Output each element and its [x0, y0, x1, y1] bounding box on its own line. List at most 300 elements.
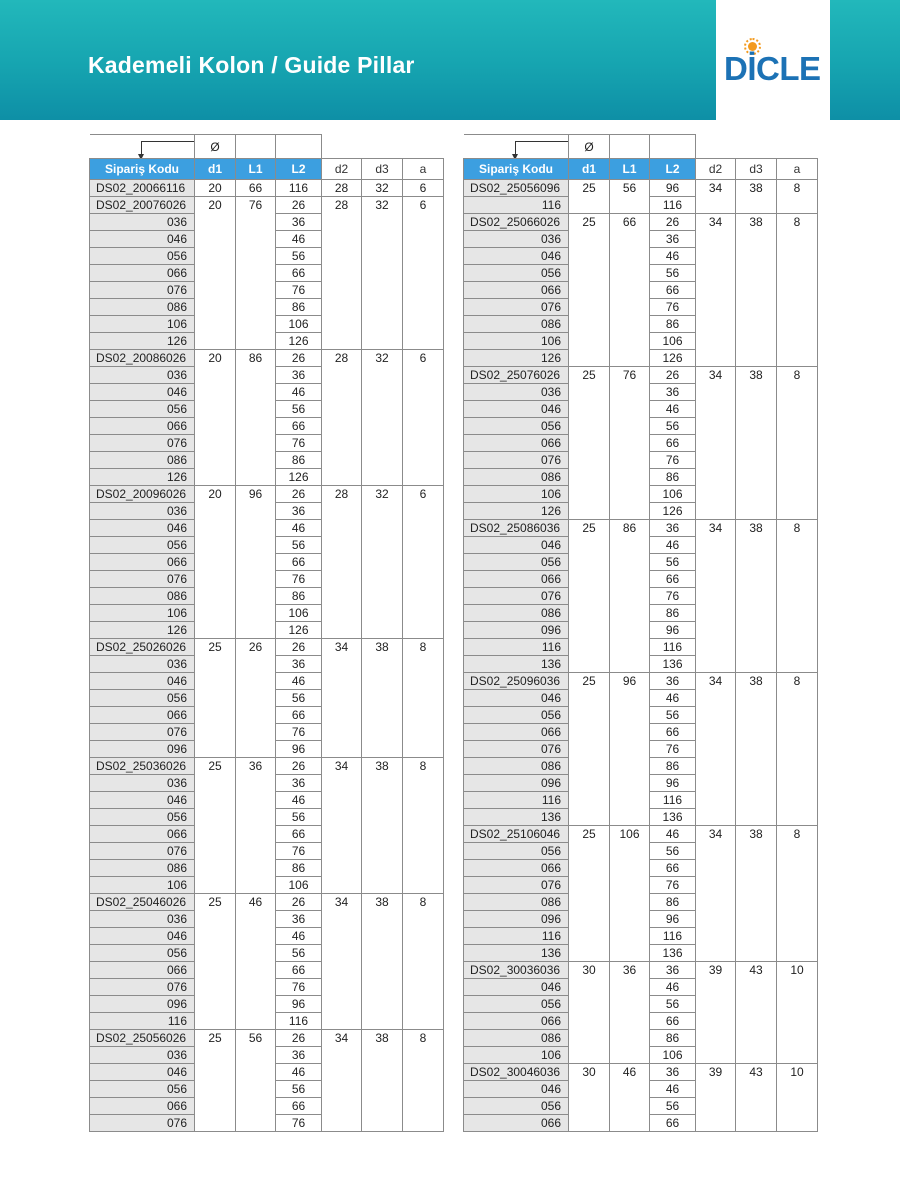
cell-l2: 106 [650, 486, 696, 503]
cell-l2: 46 [276, 231, 322, 248]
order-code-cell: 076 [90, 571, 195, 588]
order-code-cell: 046 [90, 792, 195, 809]
cell-l1: 96 [236, 486, 276, 639]
order-code-cell: 126 [90, 469, 195, 486]
cell-a: 6 [403, 350, 444, 486]
cell-d3: 32 [362, 486, 403, 639]
cell-d3: 38 [362, 639, 403, 758]
cell-l2: 46 [276, 792, 322, 809]
order-code-cell: 046 [464, 248, 569, 265]
cell-d2: 39 [696, 962, 736, 1064]
order-code-cell: 076 [90, 1115, 195, 1132]
order-code-cell: 086 [90, 860, 195, 877]
cell-d2: 34 [696, 673, 736, 826]
symbol-row [90, 135, 444, 159]
cell-l1: 36 [236, 758, 276, 894]
cell-l2: 26 [276, 486, 322, 503]
cell-d3: 43 [736, 962, 777, 1064]
cell-d1: 25 [569, 214, 610, 367]
cell-l2: 76 [276, 435, 322, 452]
order-code-cell: 046 [464, 979, 569, 996]
order-code-cell: DS02_25056096 [464, 180, 569, 197]
order-code-cell: 056 [464, 265, 569, 282]
cell-l2: 56 [650, 554, 696, 571]
table-row [90, 894, 444, 911]
cell-l1: 86 [610, 520, 650, 673]
order-code-cell: 076 [464, 588, 569, 605]
order-code-cell: 126 [464, 503, 569, 520]
table-row [90, 639, 444, 656]
cell-l2: 46 [650, 690, 696, 707]
order-code-cell: 106 [464, 1047, 569, 1064]
cell-l2: 106 [276, 877, 322, 894]
cell-l1: 96 [610, 673, 650, 826]
order-code-cell: 106 [90, 316, 195, 333]
cell-d3: 38 [362, 894, 403, 1030]
order-code-cell: 126 [464, 350, 569, 367]
order-code-cell: DS02_25096036 [464, 673, 569, 690]
cell-l2: 66 [276, 826, 322, 843]
cell-l2: 66 [650, 282, 696, 299]
empty-header-cell [322, 135, 362, 159]
order-code-cell: 056 [90, 537, 195, 554]
cell-l2: 86 [650, 316, 696, 333]
order-code-cell: 036 [90, 656, 195, 673]
cell-d2: 28 [322, 197, 362, 350]
cell-l2: 116 [276, 1013, 322, 1030]
empty-header-cell [650, 135, 696, 159]
cell-l2: 66 [650, 860, 696, 877]
cell-l2: 26 [276, 197, 322, 214]
cell-a: 8 [777, 214, 818, 367]
cell-d2: 34 [322, 639, 362, 758]
cell-l2: 56 [650, 996, 696, 1013]
cell-l2: 56 [276, 537, 322, 554]
diameter-symbol: Ø [569, 135, 610, 159]
order-code-cell: 106 [464, 486, 569, 503]
cell-l2: 76 [650, 741, 696, 758]
cell-l2: 86 [650, 469, 696, 486]
cell-l2: 46 [650, 1081, 696, 1098]
order-code-cell: 066 [90, 707, 195, 724]
cell-d1: 20 [195, 180, 236, 197]
order-code-cell: 056 [90, 1081, 195, 1098]
cell-a: 10 [777, 962, 818, 1064]
order-code-cell: 086 [464, 894, 569, 911]
order-code-cell: 086 [464, 1030, 569, 1047]
order-code-cell: 096 [464, 775, 569, 792]
cell-l2: 96 [650, 911, 696, 928]
cell-l2: 126 [276, 469, 322, 486]
cell-l2: 96 [650, 180, 696, 197]
order-code-cell: 076 [464, 741, 569, 758]
order-code-cell: DS02_20096026 [90, 486, 195, 503]
empty-header-cell [696, 135, 736, 159]
order-code-cell: 056 [464, 418, 569, 435]
table-row [464, 180, 818, 197]
order-code-cell: 076 [90, 843, 195, 860]
cell-l2: 76 [650, 299, 696, 316]
cell-d1: 25 [569, 367, 610, 520]
cell-l2: 46 [276, 520, 322, 537]
empty-header-cell [403, 135, 444, 159]
diameter-symbol: Ø [195, 135, 236, 159]
cell-l2: 36 [276, 1047, 322, 1064]
cell-a: 8 [403, 639, 444, 758]
order-code-cell: 116 [464, 928, 569, 945]
order-code-cell: 036 [90, 911, 195, 928]
cell-d2: 28 [322, 180, 362, 197]
column-header-d2: d2 [696, 159, 736, 180]
order-code-cell: 116 [464, 792, 569, 809]
cell-d1: 25 [195, 894, 236, 1030]
cell-d3: 38 [736, 367, 777, 520]
order-code-cell: 076 [90, 979, 195, 996]
order-code-cell: 066 [464, 724, 569, 741]
cell-l2: 66 [650, 1115, 696, 1132]
order-code-cell: 066 [464, 1115, 569, 1132]
cell-l2: 76 [650, 588, 696, 605]
order-code-cell: 036 [90, 214, 195, 231]
cell-d3: 32 [362, 180, 403, 197]
cell-l2: 86 [650, 605, 696, 622]
order-code-cell: 086 [464, 316, 569, 333]
empty-header-cell [236, 135, 276, 159]
order-code-cell: 036 [90, 367, 195, 384]
cell-l2: 106 [650, 1047, 696, 1064]
cell-l2: 36 [650, 673, 696, 690]
order-code-cell: 056 [90, 401, 195, 418]
page-title: Kademeli Kolon / Guide Pillar [88, 52, 415, 78]
cell-d3: 32 [362, 350, 403, 486]
order-code-cell: 126 [90, 622, 195, 639]
cell-l2: 56 [276, 248, 322, 265]
cell-l2: 36 [650, 1064, 696, 1081]
order-code-cell: 066 [90, 418, 195, 435]
cell-l2: 86 [276, 299, 322, 316]
cell-l1: 26 [236, 639, 276, 758]
cell-d3: 38 [736, 214, 777, 367]
cell-l2: 96 [276, 996, 322, 1013]
order-code-cell: 036 [464, 384, 569, 401]
cell-d1: 25 [195, 758, 236, 894]
cell-l2: 26 [650, 367, 696, 384]
cell-a: 8 [403, 894, 444, 1030]
cell-l2: 36 [650, 962, 696, 979]
table-row [90, 180, 444, 197]
cell-l2: 86 [650, 894, 696, 911]
empty-header-cell [276, 135, 322, 159]
order-code-cell: 046 [90, 231, 195, 248]
cell-l2: 96 [276, 741, 322, 758]
column-header-l1: L1 [236, 159, 276, 180]
order-code-cell: 066 [90, 962, 195, 979]
cell-a: 6 [403, 197, 444, 350]
order-code-cell: 066 [90, 1098, 195, 1115]
column-header-code: Sipariş Kodu [90, 159, 195, 180]
order-code-cell: 116 [464, 639, 569, 656]
cell-l2: 86 [650, 758, 696, 775]
cell-l2: 26 [276, 639, 322, 656]
order-code-cell: 086 [464, 605, 569, 622]
order-code-cell: 036 [464, 231, 569, 248]
cell-l2: 76 [650, 877, 696, 894]
order-code-cell: 066 [464, 435, 569, 452]
cell-l1: 66 [610, 214, 650, 367]
order-code-cell: 046 [90, 673, 195, 690]
cell-l2: 76 [276, 571, 322, 588]
order-code-cell: 106 [90, 877, 195, 894]
logo: DİCLE [724, 50, 821, 87]
order-code-cell: 066 [90, 265, 195, 282]
cell-d1: 25 [569, 673, 610, 826]
order-code-cell: 106 [90, 605, 195, 622]
cell-l2: 66 [276, 962, 322, 979]
symbol-row [464, 135, 818, 159]
cell-a: 8 [777, 367, 818, 520]
order-code-cell: 056 [464, 1098, 569, 1115]
cell-l2: 96 [650, 775, 696, 792]
cell-l2: 56 [276, 809, 322, 826]
cell-l2: 116 [650, 197, 696, 214]
table-header-row [464, 159, 818, 180]
order-code-cell: DS02_30046036 [464, 1064, 569, 1081]
cell-l2: 106 [276, 605, 322, 622]
order-code-cell: 066 [464, 1013, 569, 1030]
cell-d3: 32 [362, 197, 403, 350]
cell-l2: 36 [276, 775, 322, 792]
order-code-cell: 066 [464, 282, 569, 299]
cell-l2: 36 [276, 503, 322, 520]
table-row [90, 197, 444, 214]
order-code-cell: 066 [90, 826, 195, 843]
cell-d3: 38 [736, 826, 777, 962]
cell-l2: 36 [650, 520, 696, 537]
cell-d1: 30 [569, 962, 610, 1064]
order-code-cell: 056 [464, 843, 569, 860]
cell-l2: 66 [276, 554, 322, 571]
cell-l2: 126 [650, 503, 696, 520]
cell-d3: 38 [736, 673, 777, 826]
column-header-code: Sipariş Kodu [464, 159, 569, 180]
order-code-cell: DS02_25076026 [464, 367, 569, 384]
order-code-cell: 056 [464, 996, 569, 1013]
arrow-cell [90, 135, 195, 159]
cell-l2: 136 [650, 809, 696, 826]
cell-l2: 66 [650, 1013, 696, 1030]
cell-d3: 38 [362, 758, 403, 894]
arrow-down-icon [515, 141, 516, 155]
cell-l2: 56 [276, 401, 322, 418]
order-code-cell: DS02_25046026 [90, 894, 195, 911]
cell-l2: 56 [276, 945, 322, 962]
cell-l2: 116 [650, 792, 696, 809]
cell-l2: 116 [276, 180, 322, 197]
cell-l2: 56 [650, 265, 696, 282]
order-code-cell: 076 [464, 877, 569, 894]
order-code-cell: 086 [90, 588, 195, 605]
order-code-cell: 046 [464, 401, 569, 418]
order-code-cell: 096 [90, 741, 195, 758]
cell-l2: 56 [650, 843, 696, 860]
empty-header-cell [610, 135, 650, 159]
order-code-cell: DS02_25026026 [90, 639, 195, 656]
cell-l2: 66 [276, 707, 322, 724]
guide-pillar-table-left [89, 134, 444, 1132]
order-code-cell: 076 [90, 282, 195, 299]
order-code-cell: 056 [90, 945, 195, 962]
order-code-cell: 086 [464, 758, 569, 775]
table-row [464, 367, 818, 384]
order-code-cell: 076 [90, 724, 195, 741]
order-code-cell: 046 [90, 1064, 195, 1081]
cell-d1: 20 [195, 486, 236, 639]
order-code-cell: 056 [90, 809, 195, 826]
order-code-cell: 046 [464, 690, 569, 707]
cell-d2: 28 [322, 486, 362, 639]
order-code-cell: DS02_30036036 [464, 962, 569, 979]
arrow-cell [464, 135, 569, 159]
cell-d1: 30 [569, 1064, 610, 1132]
table-row [464, 673, 818, 690]
cell-d2: 34 [696, 826, 736, 962]
cell-l2: 66 [276, 265, 322, 282]
order-code-cell: 076 [464, 452, 569, 469]
cell-l2: 136 [650, 945, 696, 962]
table-row [90, 486, 444, 503]
column-header-d2: d2 [322, 159, 362, 180]
cell-l2: 126 [650, 350, 696, 367]
order-code-cell: 066 [464, 860, 569, 877]
guide-pillar-table-right [463, 134, 818, 1132]
cell-d2: 34 [322, 894, 362, 1030]
table-row [90, 1030, 444, 1047]
order-code-cell: DS02_20086026 [90, 350, 195, 367]
empty-header-cell [736, 135, 777, 159]
order-code-cell: 046 [90, 520, 195, 537]
cell-a: 8 [403, 758, 444, 894]
order-code-cell: DS02_20076026 [90, 197, 195, 214]
column-header-l2: L2 [276, 159, 322, 180]
empty-header-cell [777, 135, 818, 159]
cell-l2: 126 [276, 333, 322, 350]
cell-l2: 26 [276, 1030, 322, 1047]
cell-l2: 76 [650, 452, 696, 469]
cell-l2: 26 [276, 894, 322, 911]
cell-l1: 86 [236, 350, 276, 486]
order-code-cell: DS02_25086036 [464, 520, 569, 537]
order-code-cell: 086 [464, 469, 569, 486]
cell-d3: 38 [362, 1030, 403, 1132]
cell-d1: 25 [195, 639, 236, 758]
order-code-cell: 086 [90, 452, 195, 469]
cell-l2: 36 [276, 911, 322, 928]
cell-l2: 46 [276, 928, 322, 945]
cell-a: 6 [403, 180, 444, 197]
table-row [464, 1064, 818, 1081]
order-code-cell: 106 [464, 333, 569, 350]
table-header-row [90, 159, 444, 180]
cell-l2: 76 [276, 724, 322, 741]
cell-l2: 76 [276, 1115, 322, 1132]
order-code-cell: 076 [464, 299, 569, 316]
column-header-d3: d3 [736, 159, 777, 180]
cell-l2: 56 [276, 1081, 322, 1098]
order-code-cell: 116 [90, 1013, 195, 1030]
cell-l2: 116 [650, 639, 696, 656]
cell-l2: 66 [276, 1098, 322, 1115]
cell-l2: 46 [276, 384, 322, 401]
order-code-cell: 046 [90, 928, 195, 945]
order-code-cell: 036 [90, 1047, 195, 1064]
cell-a: 8 [403, 1030, 444, 1132]
cell-l2: 106 [276, 316, 322, 333]
cell-d2: 34 [696, 520, 736, 673]
cell-l1: 56 [610, 180, 650, 214]
cell-l1: 76 [610, 367, 650, 520]
column-header-d1: d1 [569, 159, 610, 180]
cell-a: 8 [777, 673, 818, 826]
cell-l2: 86 [276, 860, 322, 877]
order-code-cell: 066 [464, 571, 569, 588]
cell-l2: 106 [650, 333, 696, 350]
cell-l1: 46 [236, 894, 276, 1030]
cell-l2: 86 [276, 452, 322, 469]
cell-l1: 106 [610, 826, 650, 962]
order-code-cell: 046 [464, 537, 569, 554]
cell-d3: 38 [736, 520, 777, 673]
cell-d1: 20 [195, 197, 236, 350]
order-code-cell: 046 [464, 1081, 569, 1098]
cell-l2: 46 [276, 1064, 322, 1081]
order-code-cell: 056 [464, 707, 569, 724]
table-row [464, 962, 818, 979]
empty-header-cell [362, 135, 403, 159]
cell-l2: 46 [650, 248, 696, 265]
column-header-d1: d1 [195, 159, 236, 180]
table-row [464, 214, 818, 231]
cell-l2: 66 [276, 418, 322, 435]
order-code-cell: 036 [90, 503, 195, 520]
cell-a: 8 [777, 520, 818, 673]
column-header-d3: d3 [362, 159, 403, 180]
cell-l2: 66 [650, 571, 696, 588]
column-header-l1: L1 [610, 159, 650, 180]
order-code-cell: 116 [464, 197, 569, 214]
cell-d1: 25 [195, 1030, 236, 1132]
order-code-cell: 136 [464, 809, 569, 826]
cell-l2: 76 [276, 282, 322, 299]
cell-l1: 46 [610, 1064, 650, 1132]
cell-d2: 34 [696, 367, 736, 520]
cell-l1: 56 [236, 1030, 276, 1132]
cell-d2: 34 [696, 214, 736, 367]
order-code-cell: 046 [90, 384, 195, 401]
cell-l2: 86 [650, 1030, 696, 1047]
cell-d1: 25 [569, 826, 610, 962]
cell-a: 8 [777, 826, 818, 962]
order-code-cell: DS02_25066026 [464, 214, 569, 231]
cell-l2: 76 [276, 843, 322, 860]
cell-l2: 26 [276, 350, 322, 367]
table-row [464, 520, 818, 537]
cell-l2: 56 [276, 690, 322, 707]
cell-l2: 86 [276, 588, 322, 605]
cell-l2: 46 [650, 537, 696, 554]
cell-l2: 36 [276, 214, 322, 231]
cell-d2: 34 [322, 758, 362, 894]
order-code-cell: DS02_25106046 [464, 826, 569, 843]
